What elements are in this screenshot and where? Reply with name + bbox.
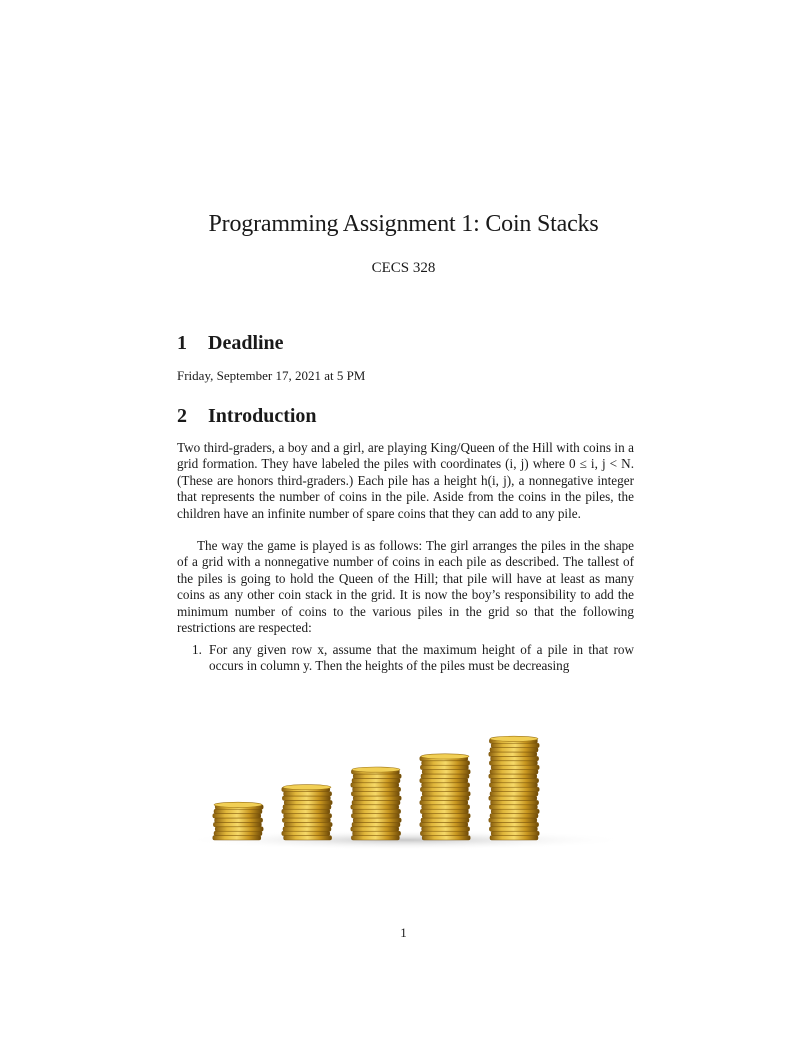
coin <box>352 778 400 782</box>
coin <box>420 809 468 813</box>
coin <box>422 827 470 831</box>
coin <box>213 822 261 826</box>
coin <box>491 765 539 769</box>
coin <box>420 765 468 769</box>
coin <box>489 796 537 800</box>
coin-top <box>214 802 262 807</box>
coin-stack <box>420 754 470 840</box>
coin <box>489 818 537 822</box>
coin <box>213 836 261 840</box>
coin <box>489 752 537 756</box>
coin <box>352 822 400 826</box>
list-marker: 1. <box>192 642 202 657</box>
coin <box>282 809 330 813</box>
coin <box>490 770 538 774</box>
coin-top <box>352 767 400 772</box>
coin-top <box>421 754 469 759</box>
coin <box>214 809 262 813</box>
coin <box>422 836 470 840</box>
coin <box>491 756 539 760</box>
section-title: Introduction <box>208 405 317 427</box>
coin <box>420 822 468 826</box>
coin <box>420 800 468 804</box>
coin <box>284 836 332 840</box>
coin <box>213 814 261 818</box>
coin <box>420 831 468 835</box>
coin <box>282 818 330 822</box>
coin <box>282 831 330 835</box>
coin <box>284 814 332 818</box>
restrictions-list <box>177 642 634 675</box>
coin <box>422 805 470 809</box>
document-title: Programming Assignment 1: Coin Stacks <box>208 211 599 237</box>
coin <box>421 796 469 800</box>
coin <box>351 827 399 831</box>
coin <box>351 792 399 796</box>
section-number: 1 <box>177 332 187 354</box>
coin <box>215 827 263 831</box>
coin <box>421 818 469 822</box>
intro-paragraph-1: Two third-graders, a boy and a girl, are playing King/Queen of the Hill with coins in a grid formation. They have labeled the piles with coordinates (i, j) where 0 ≤ i, j < N. (These are honors third-graders.) Each pile has a height h(i, j), a nonnegative integer that represents the number of coins in the pile. Aside from the coins in the piles, the children have an infinite number of spare coins that they can add to any pile. <box>177 440 634 521</box>
coin <box>491 822 539 826</box>
coin <box>490 814 538 818</box>
coin <box>353 787 401 791</box>
page-number: 1 <box>400 925 407 940</box>
coin <box>489 783 537 787</box>
coin <box>214 831 262 835</box>
section-heading-introduction <box>177 405 317 428</box>
coin-stacks-figure <box>170 712 640 862</box>
coin <box>491 778 539 782</box>
coin <box>489 805 537 809</box>
section-heading-deadline <box>177 332 284 355</box>
coin-top <box>490 736 538 741</box>
intro-paragraph-2: The way the game is played is as follows: The girl arranges the piles in the shape of a grid with a nonnegative number of coins in each pile as described. The tallest of the piles is going to hold the Queen of the Hill; that pile will have at least as many coins as any other coin stack in the grid. It is now the boy’s responsibility to add the minimum number of coins to the various piles in the grid so that the following restrictions are respected: <box>177 538 634 636</box>
coin <box>420 778 468 782</box>
coin <box>420 787 468 791</box>
coin-stack <box>489 736 539 840</box>
coin <box>489 761 537 765</box>
coin <box>491 809 539 813</box>
coin <box>422 814 470 818</box>
coin-stack <box>282 785 332 840</box>
coin <box>283 805 331 809</box>
coin <box>351 783 399 787</box>
coin <box>422 761 470 765</box>
coin <box>491 743 539 747</box>
coin <box>351 805 399 809</box>
coin <box>353 809 401 813</box>
coin <box>489 827 537 831</box>
coin <box>491 831 539 835</box>
course-code: CECS 328 <box>371 260 436 276</box>
coin <box>353 796 401 800</box>
coin <box>421 774 469 778</box>
coin <box>351 814 399 818</box>
coin-top <box>283 785 331 790</box>
coin <box>284 792 332 796</box>
coin <box>491 800 539 804</box>
coin <box>352 800 400 804</box>
coin <box>282 796 330 800</box>
coin-stack <box>213 802 263 840</box>
coin <box>490 792 538 796</box>
coin <box>490 748 538 752</box>
coin <box>353 818 401 822</box>
coin <box>422 770 470 774</box>
coin-stacks-icon <box>170 712 640 862</box>
coin <box>422 783 470 787</box>
section-title: Deadline <box>208 332 284 354</box>
list-item <box>177 642 634 675</box>
coin <box>353 831 401 835</box>
coin-stack <box>351 767 401 840</box>
coin <box>283 827 331 831</box>
coin <box>351 836 399 840</box>
coin <box>353 774 401 778</box>
list-item-text: For any given row x, assume that the maximum height of a pile in that row occurs in column y. Then the heights of the piles must be decreasing <box>209 642 634 674</box>
coin <box>490 836 538 840</box>
coin <box>284 822 332 826</box>
coin <box>284 800 332 804</box>
coin <box>491 787 539 791</box>
deadline-text: Friday, September 17, 2021 at 5 PM <box>177 368 366 383</box>
coin <box>422 792 470 796</box>
coin <box>489 774 537 778</box>
section-number: 2 <box>177 405 187 427</box>
coin <box>215 818 263 822</box>
